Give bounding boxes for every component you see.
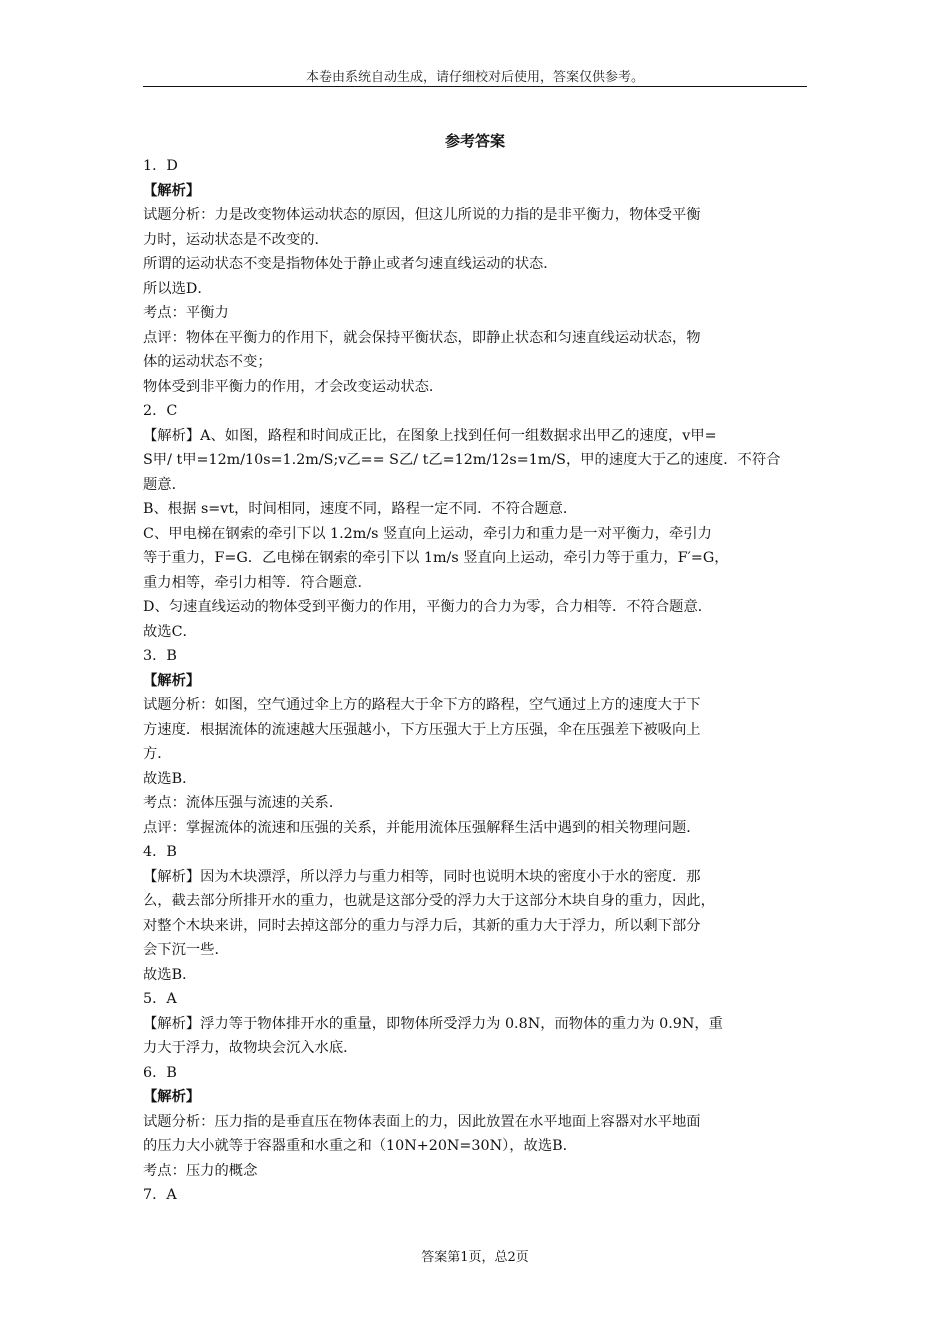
answer-line: 故选B．	[143, 966, 197, 983]
document-title: 参考答案	[444, 132, 505, 150]
answer-line: 故选B．	[143, 770, 197, 787]
answer-line: 所以选D．	[143, 280, 212, 297]
answer-line: 点评：掌握流体的流速和压强的关系，并能用流体压强解释生活中遇到的相关物理问题．	[143, 819, 701, 836]
answer-line: 考点：压力的概念	[143, 1162, 258, 1179]
answer-line: C、甲电梯在钢索的牵引下以 1.2m/s 竖直向上运动，牵引力和重力是一对平衡力，牵引力	[143, 525, 712, 542]
answer-line: 方．	[143, 746, 172, 762]
answer-line: 2．C	[143, 403, 178, 419]
answer-line: 重力相等，牵引力相等．符合题意．	[143, 574, 372, 591]
answer-line: 5．A	[143, 991, 177, 1007]
answer-line: B、根据 s=vt，时间相同，速度不同，路程一定不同．不符合题意．	[143, 501, 578, 517]
answer-line: 【解析】A、如图，路程和时间成正比，在图象上找到任何一组数据求出甲乙的速度，v甲=	[143, 427, 717, 444]
analysis-heading: 【解析】	[143, 672, 201, 689]
answer-line: 物体受到非平衡力的作用，才会改变运动状态．	[143, 378, 444, 395]
answer-line: 试题分析：力是改变物体运动状态的原因，但这儿所说的力指的是非平衡力，物体受平衡	[143, 207, 701, 223]
answer-line: 会下沉一些．	[143, 942, 229, 958]
answer-line: 对整个木块来讲，同时去掉这部分的重力与浮力后，其新的重力大于浮力，所以剩下部分	[143, 917, 701, 934]
answer-line: 故选C．	[143, 623, 197, 640]
answer-line: D、匀速直线运动的物体受到平衡力的作用，平衡力的合力为零，合力相等．不符合题意．	[143, 599, 713, 615]
page-header: 本卷由系统自动生成，请仔细校对后使用，答案仅供参考。	[305, 70, 644, 85]
answer-body	[143, 154, 807, 1208]
answer-line: 3．B	[143, 648, 177, 664]
answer-line: 1．D	[143, 158, 178, 174]
answer-line: 方速度．根据流体的流速越大压强越小，下方压强大于上方压强，伞在压强差下被吸向上	[143, 721, 701, 738]
answer-line: 【解析】因为木块漂浮，所以浮力与重力相等，同时也说明木块的密度小于水的密度．那	[143, 868, 701, 885]
answer-line: 7．A	[143, 1187, 177, 1203]
answer-line: 点评：物体在平衡力的作用下，就会保持平衡状态，即静止状态和匀速直线运动状态，物	[143, 329, 701, 346]
analysis-heading: 【解析】	[143, 1089, 201, 1105]
answer-line: 试题分析：如图，空气通过伞上方的路程大于伞下方的路程，空气通过上方的速度大于下	[143, 697, 701, 713]
answer-line: 力时，运动状态是不改变的．	[143, 231, 329, 248]
answer-line: 题意．	[143, 476, 186, 493]
answer-line: 【解析】浮力等于物体排开水的重量，即物体所受浮力为 0.8N，而物体的重力为 0.9N，重	[143, 1015, 723, 1032]
answer-line: 试题分析：压力指的是垂直压在物体表面上的力，因此放置在水平地面上容器对水平地面	[143, 1113, 701, 1130]
answer-line: S甲/ t甲=12m/10s=1.2m/S;v乙== S乙/ t乙=12m/12s=1m/S，甲的速度大于乙的速度．不符合	[143, 452, 781, 468]
answer-line: 考点：平衡力	[143, 305, 229, 321]
answer-line: 4．B	[143, 844, 177, 860]
page-footer: 答案第1页，总2页	[421, 1250, 529, 1265]
answer-line: 考点：流体压强与流速的关系．	[143, 795, 344, 811]
answer-line: 的压力大小就等于容器重和水重之和（10N+20N=30N），故选B．	[143, 1138, 577, 1154]
answer-line: 么，截去部分所排开水的重力，也就是这部分受的浮力大于这部分木块自身的重力，因此，	[143, 893, 715, 909]
answer-line: 等于重力，F=G．乙电梯在钢索的牵引下以 1m/s 竖直向上运动，牵引力等于重力，F′=G，	[143, 550, 729, 566]
answer-line: 6．B	[143, 1064, 177, 1081]
analysis-heading: 【解析】	[143, 182, 201, 199]
header-rule	[143, 86, 807, 87]
answer-line: 体的运动状态不变；	[143, 354, 272, 370]
answer-line: 所谓的运动状态不变是指物体处于静止或者匀速直线运动的状态．	[143, 256, 558, 272]
answer-line: 力大于浮力，故物块会沉入水底．	[143, 1040, 358, 1056]
